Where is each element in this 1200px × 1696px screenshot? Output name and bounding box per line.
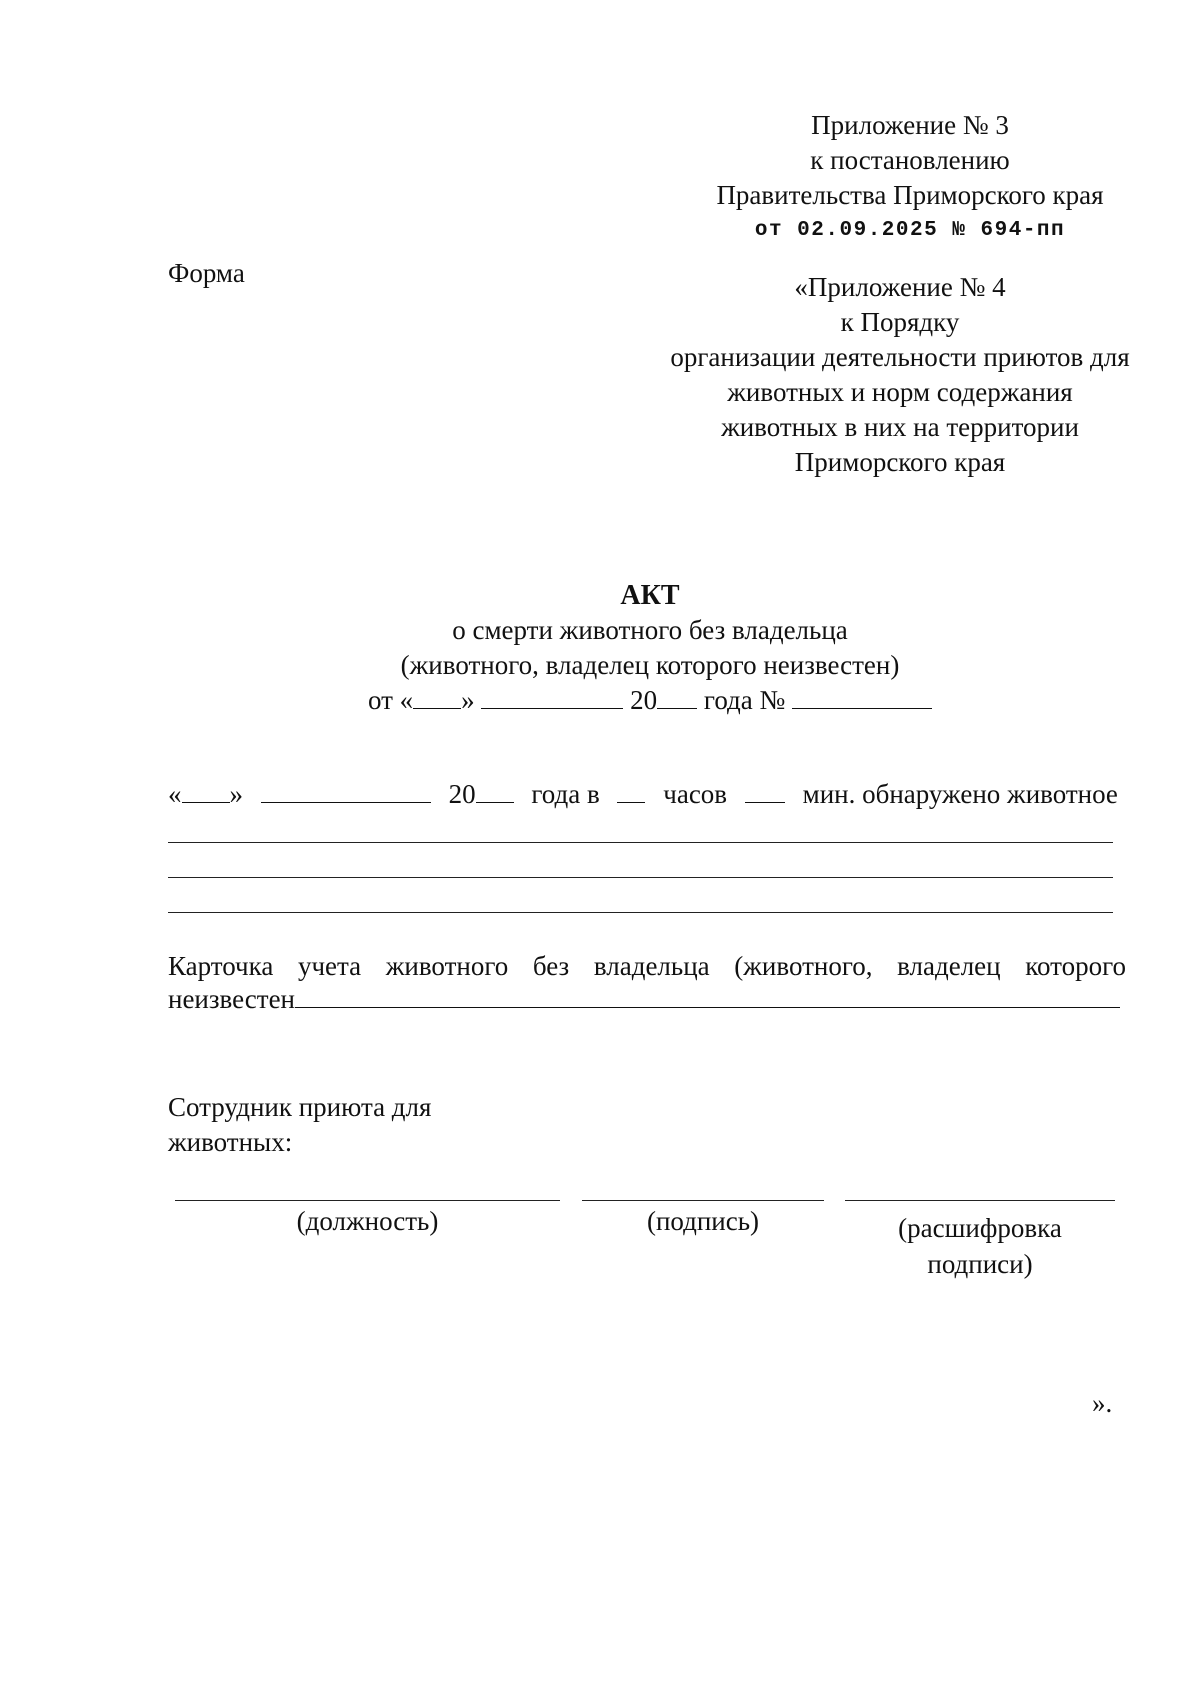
- act-number-blank[interactable]: [792, 684, 932, 709]
- position-caption: (должность): [296, 1206, 439, 1236]
- employee-line-1: Сотрудник приюта для: [168, 1092, 432, 1122]
- appendix-4-title: «Приложение № 4: [794, 272, 1006, 302]
- decoding-line[interactable]: [845, 1200, 1115, 1201]
- act-date-line: [300, 683, 1000, 718]
- act-date-quote: »: [461, 685, 475, 715]
- form-label: Форма: [168, 258, 245, 288]
- decoding-caption-2: подписи): [927, 1249, 1033, 1279]
- card-line-2: [168, 983, 1126, 1016]
- resolution-stamp: от 02.09.2025 № 694-пп: [754, 219, 1066, 242]
- signature-caption: (подпись): [646, 1206, 760, 1236]
- discovery-year-word: года в: [531, 779, 600, 809]
- closing-quote: ».: [1092, 1388, 1113, 1418]
- card-line-1: Карточка учета животного без владельца (животного, владелец которого: [168, 951, 1126, 981]
- government-name: Правительства Приморского края: [716, 180, 1104, 210]
- resolution-ref: к постановлению: [810, 145, 1010, 175]
- card-unknown-word: неизвестен: [168, 984, 296, 1014]
- act-title: АКТ: [620, 580, 680, 611]
- order-line-4: Приморского края: [794, 447, 1006, 477]
- description-line-3[interactable]: [168, 912, 1113, 913]
- act-heading: [300, 578, 1000, 718]
- card-block: [168, 950, 1126, 1016]
- position-line[interactable]: [175, 1200, 560, 1201]
- discovery-line: [168, 778, 1118, 810]
- discovery-month-blank[interactable]: [261, 778, 431, 803]
- employee-line-2: животных:: [168, 1127, 293, 1157]
- card-blank[interactable]: [295, 983, 1120, 1008]
- discovery-close-quote: »: [229, 779, 243, 809]
- discovery-minutes-text: мин. обнаружено животное: [802, 779, 1118, 809]
- decoding-caption: [845, 1210, 1115, 1282]
- act-year-prefix: 20: [630, 685, 658, 715]
- act-number-label: года №: [703, 685, 786, 715]
- description-line-1[interactable]: [168, 842, 1113, 843]
- signature-line[interactable]: [582, 1200, 824, 1201]
- discovery-day: [168, 778, 243, 810]
- act-month-blank[interactable]: [481, 684, 623, 709]
- employee-block: [168, 1090, 431, 1160]
- discovery-year-blank[interactable]: [476, 778, 514, 803]
- order-line-3: животных в них на территории: [721, 412, 1079, 442]
- order-line-2: животных и норм содержания: [727, 377, 1073, 407]
- discovery-minutes-blank[interactable]: [745, 778, 785, 803]
- discovery-year: [449, 778, 514, 810]
- order-line-1: организации деятельности приютов для: [670, 342, 1130, 372]
- appendix-4-header: [660, 270, 1140, 480]
- decoding-caption-1: (расшифровка: [898, 1213, 1062, 1243]
- order-ref: к Порядку: [840, 307, 960, 337]
- discovery-day-blank[interactable]: [182, 778, 230, 803]
- discovery-hours-word: часов: [663, 779, 728, 809]
- act-year-blank[interactable]: [657, 684, 697, 709]
- act-subtitle-2: (животного, владелец которого неизвестен): [400, 650, 900, 680]
- act-day-blank[interactable]: [413, 684, 461, 709]
- appendix-number: Приложение № 3: [811, 110, 1009, 140]
- act-date-prefix: от «: [367, 685, 414, 715]
- act-subtitle-1: о смерти животного без владельца: [452, 615, 848, 645]
- discovery-year-prefix: 20: [448, 779, 476, 809]
- discovery-hours-blank[interactable]: [617, 778, 645, 803]
- appendix-3-header: [690, 108, 1130, 248]
- description-line-2[interactable]: [168, 877, 1113, 878]
- discovery-open-quote: «: [168, 779, 182, 809]
